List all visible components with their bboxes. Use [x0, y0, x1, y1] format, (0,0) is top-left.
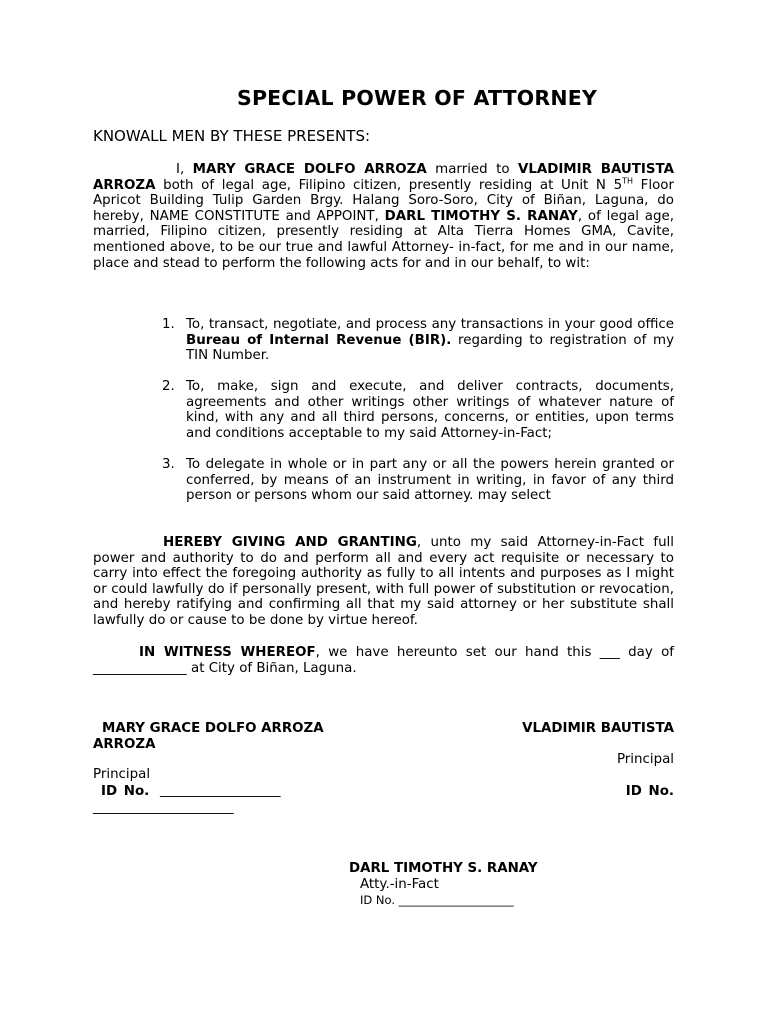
list-text: To delegate in whole or in part any or all the powers herein granted or conferred, by means of an instrument in writing, in favor of any third person or persons whom our said attorney. may select: [186, 457, 674, 504]
left-signatory-name: MARY GRACE DOLFO ARROZA: [102, 721, 324, 736]
witness-paragraph: [93, 645, 674, 676]
right-signatory-name: VLADIMIR BAUTISTA: [522, 721, 674, 736]
principal-name-1: MARY GRACE DOLFO ARROZA: [192, 162, 427, 177]
list-number: 2.: [162, 379, 175, 394]
left-signatory-name-cont: ARROZA: [93, 737, 156, 752]
document-title: SPECIAL POWER OF ATTORNEY: [236, 86, 598, 110]
attorney-name: DARL TIMOTHY S. RANAY: [384, 208, 578, 224]
act-1-agency: Bureau of Internal Revenue (BIR).: [186, 332, 452, 348]
para1-text-1: I,: [176, 162, 193, 177]
list-text: To, make, sign and execute, and deliver contracts, documents, agreements and other writings other writings of whatever nature of kind, with any and all third persons, concerns, or entities, upon terms and conditions acceptable to my said Attorney-in-Fact;: [186, 379, 674, 441]
attorney-signatory-role: Atty.-in-Fact: [360, 877, 439, 892]
witness-text: , we have hereunto set our hand this ___ day of ______________ at City of Biñan, Laguna.: [93, 645, 674, 676]
act-1-text-end: regarding to registration of my TIN Number.: [186, 332, 674, 364]
list-text: [186, 317, 674, 364]
list-number: 3.: [162, 457, 175, 472]
left-signatory-role: Principal: [93, 767, 151, 782]
granting-text: , unto my said Attorney-in-Fact full power and authority to do and perform all and every act requisite or necessary to carry into effect the foregoing authority as fully to all intents and purposes as I might or could lawfully do if personally present, with full power of substitution or revocation, and hereby ratifying and confirming all that my said attorney or her substitute shall lawfully do or cause to be done by virtue hereof.: [93, 535, 674, 628]
opening-line: KNOWALL MEN BY THESE PRESENTS:: [93, 127, 371, 145]
para1-text-3: both of legal age, Filipino citizen, presently residing at Unit N 5: [155, 177, 623, 193]
granting-heading: HEREBY GIVING AND GRANTING: [163, 535, 417, 550]
act-1-text: To, transact, negotiate, and process any transactions in your good office: [186, 317, 674, 332]
para1-text-2: married to: [426, 162, 518, 177]
para1-text-4: Floor Apricot Building Tulip Garden Brgy. Halang Soro-Soro, City of Biñan, Laguna, do hereby, NAME CONSTITUTE and APPOINT,: [93, 177, 674, 224]
left-id-line: __________________: [160, 783, 281, 798]
para1-text-5: , of legal age, married, Filipino citizen, presently residing at Alta Tierra Homes GMA, Cavite, mentioned above, to be our true and lawful Attorney- in-fact, for me and in our name, place and stead to perform the following acts for and in our behalf, to wit:: [93, 208, 675, 271]
left-id-line-cont: _____________________: [93, 800, 234, 815]
list-number: 1.: [162, 317, 175, 332]
witness-heading: IN WITNESS WHEREOF: [139, 645, 316, 660]
attorney-id-line: ID No. ____________________: [360, 893, 514, 907]
attorney-signatory-name: DARL TIMOTHY S. RANAY: [349, 861, 538, 876]
right-id-label: ID No.: [625, 784, 674, 799]
principal-name-2: VLADIMIR BAUTISTA ARROZA: [93, 162, 675, 193]
left-id-label: ID No.: [101, 784, 150, 799]
right-signatory-role: Principal: [616, 752, 674, 767]
granting-paragraph: [93, 535, 674, 629]
floor-suffix: TH: [622, 176, 634, 186]
appointment-paragraph: [93, 162, 674, 271]
